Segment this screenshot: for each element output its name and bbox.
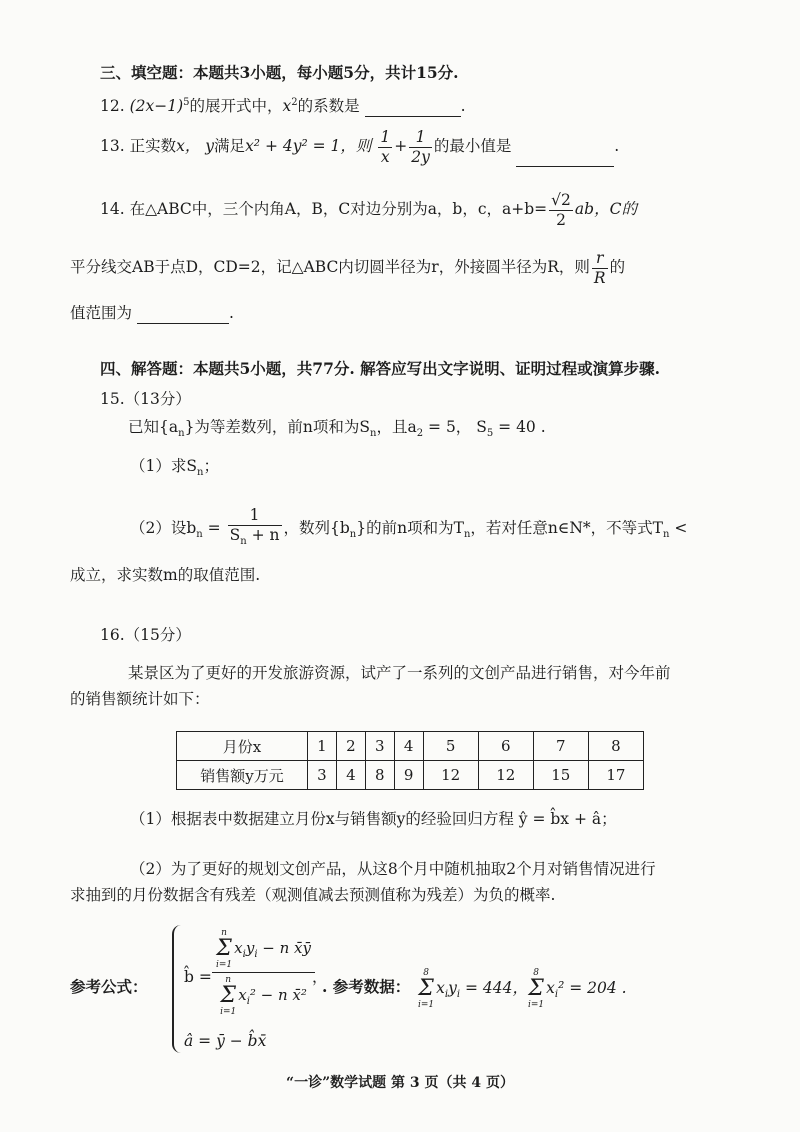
q14-end: . xyxy=(228,304,234,322)
formula-comma: ， xyxy=(312,968,328,986)
q15-stem-b: }为等差数列，前n项和为S xyxy=(184,418,371,436)
sum-icon: n Σ i=1 xyxy=(216,928,233,970)
table-row xyxy=(177,732,644,761)
q14-number: 14. xyxy=(100,200,125,218)
q12-x: x xyxy=(282,97,292,116)
table-cell: 12 xyxy=(478,761,533,790)
q12-power: 5 xyxy=(183,97,190,108)
q13-vars: x， y xyxy=(176,137,215,155)
sum-icon: 8 Σ i=1 xyxy=(528,968,545,1010)
table-cell: 4 xyxy=(336,761,365,790)
q14-line1-b: ab，C的 xyxy=(574,200,637,218)
q15-p2-e: < xyxy=(669,519,688,537)
table-cell: 8 xyxy=(588,732,643,761)
q12-answer-blank[interactable] xyxy=(365,98,461,117)
q15-sub-n: n xyxy=(178,428,185,440)
table-cell: 12 xyxy=(423,761,478,790)
q15-p2-b: ，数列{b xyxy=(283,519,350,537)
table-cell: 1 xyxy=(308,732,337,761)
q14-sqrt-frac: $\frac{√2}{2}$ xyxy=(551,190,571,229)
q12-xpow: 2 xyxy=(291,97,298,108)
q14-answer-blank[interactable] xyxy=(137,305,229,324)
q14-line1-a: 在△ABC中，三个内角A，B，C对边分别为a，b，c，a+b= xyxy=(129,200,548,218)
q12-text2: 的系数是 xyxy=(297,97,360,116)
q13-frac-2: $\frac{1}{2y}$ xyxy=(411,127,430,166)
b-hat-numerator: n Σ $i=1x_iy_i - n$ x̄ȳ xyxy=(212,928,315,973)
table-cell: 2 xyxy=(336,732,365,761)
table-header-month: 月份x xyxy=(177,732,308,761)
q15-p1-sub: n xyxy=(196,467,204,479)
q15-stem-c: ，且a xyxy=(376,418,417,436)
q15-part-1 xyxy=(130,455,219,484)
q14-line3: 值范围为 xyxy=(70,304,133,322)
q15-sub-5: 5 xyxy=(486,428,494,440)
formula-label: 参考公式： xyxy=(70,977,148,996)
q13-plus: + xyxy=(394,137,408,155)
table-cell: 17 xyxy=(588,761,643,790)
q14-line2-b: 的 xyxy=(609,258,626,276)
q15-p2-sub2: n xyxy=(349,529,357,541)
question-14-line-3 xyxy=(70,302,234,324)
question-12 xyxy=(100,92,466,117)
question-14-line-2 xyxy=(70,246,625,288)
q16-part-1: （1）根据表中数据建立月份x与销售额y的经验回归方程 ŷ = b̂x + â； xyxy=(130,810,617,828)
q12-end: . xyxy=(460,97,466,116)
table-cell: 4 xyxy=(394,732,423,761)
q12-number: 12. xyxy=(100,97,125,116)
q15-stem-g: = 40 . xyxy=(493,418,546,436)
q15-stem-e: = 5， S xyxy=(423,418,487,436)
q13-text2: 满足 xyxy=(214,137,246,155)
page-footer: “一诊”数学试题 第 3 页（共 4 页） xyxy=(286,1075,514,1091)
section-4-heading: 四、解答题：本题共5小题，共77分. 解答应写出文字说明、证明过程或演算步骤. xyxy=(100,359,661,378)
q13-text1: 正实数 xyxy=(129,137,177,155)
question-14-line-1 xyxy=(100,188,637,230)
table-cell: 3 xyxy=(365,732,394,761)
q15-p2-sub1: n xyxy=(196,529,203,541)
b-hat-fraction xyxy=(212,928,315,1017)
table-cell: 7 xyxy=(533,732,588,761)
table-row xyxy=(177,761,644,790)
sum-icon: 8 Σ i=1 xyxy=(418,968,435,1010)
table-cell: 6 xyxy=(478,732,533,761)
ref-data-1: 8 Σ $i=1x_iy_i = 444$， xyxy=(418,968,529,1010)
q13-frac-1: $\frac{1}{x}$ xyxy=(380,127,391,166)
q15-p2-d: ，若对任意n∈N*，不等式T xyxy=(470,519,663,537)
q13-end: . xyxy=(614,137,620,155)
q15-p2-sub3: n xyxy=(463,529,471,541)
q14-r-frac: $\frac{r}{R}$ xyxy=(593,248,606,287)
q15-stem-a: 已知{a xyxy=(128,418,179,436)
q13-answer-blank[interactable] xyxy=(516,148,614,167)
q15-part-2 xyxy=(130,506,687,557)
q16-number: 16.（15分） xyxy=(100,626,191,644)
q15-p2-c: }的前n项和为T xyxy=(356,519,464,537)
question-13 xyxy=(100,126,619,167)
b-hat-label: b̂ = xyxy=(184,968,212,986)
ref-data-label: . 参考数据： xyxy=(322,977,411,996)
ref-data-2: 8 Σ $i=1x_i^2 = 204$ . xyxy=(528,968,627,1010)
table-cell: 3 xyxy=(308,761,337,790)
section-3-heading: 三、填空题：本题共3小题，每小题5分，共计15分. xyxy=(100,63,459,82)
q16-part-2-a: （2）为了更好的规划文创产品，从这8个月中随机抽取2个月对销售情况进行 xyxy=(130,860,656,878)
q15-p2-a: （2）设b xyxy=(130,519,197,537)
q16-stem-2: 的销售额统计如下： xyxy=(70,690,210,708)
q12-text1: 的展开式中， xyxy=(189,97,283,116)
q13-number: 13. xyxy=(100,137,125,155)
table-header-sales: 销售额y万元 xyxy=(177,761,308,790)
q15-p2-sub4: n xyxy=(663,529,670,541)
q12-expr: (2x−1) xyxy=(129,97,184,116)
table-cell: 15 xyxy=(533,761,588,790)
table-cell: 8 xyxy=(365,761,394,790)
q15-p1-end: ； xyxy=(203,457,219,475)
table-cell: 5 xyxy=(423,732,478,761)
q15-sub-n2: n xyxy=(370,428,377,440)
q13-eq: x² + 4y² = 1，则 xyxy=(245,137,372,155)
q15-sub-2: 2 xyxy=(416,428,424,440)
q16-part-2-b: 求抽到的月份数据含有残差（观测值减去预测值称为残差）为负的概率. xyxy=(70,886,556,904)
q15-stem xyxy=(128,416,546,445)
q16-stem-1: 某景区为了更好的开发旅游资源，试产了一系列的文创产品进行销售，对今年前 xyxy=(128,664,671,682)
q15-p1: （1）求S xyxy=(130,457,197,475)
a-hat-formula: â = ȳ − b̂x̄ xyxy=(184,1032,267,1050)
q15-p2-eq: = xyxy=(202,519,226,537)
sales-table xyxy=(176,731,644,790)
q15-number: 15.（13分） xyxy=(100,390,191,408)
q13-text3: 的最小值是 xyxy=(433,137,512,155)
table-cell: 9 xyxy=(394,761,423,790)
q14-line2-a: 平分线交AB于点D，CD=2，记△ABC内切圆半径为r，外接圆半径为R，则 xyxy=(70,258,590,276)
q15-part-2-cont: 成立，求实数m的取值范围. xyxy=(70,566,261,584)
sum-icon: n Σ i=1 xyxy=(220,975,237,1017)
b-hat-denominator: n Σ $i=1x_i^2 - n$ x̄² xyxy=(220,975,307,1017)
q15-p2-frac: $\frac{1}{S_n + n}$ xyxy=(229,506,280,548)
